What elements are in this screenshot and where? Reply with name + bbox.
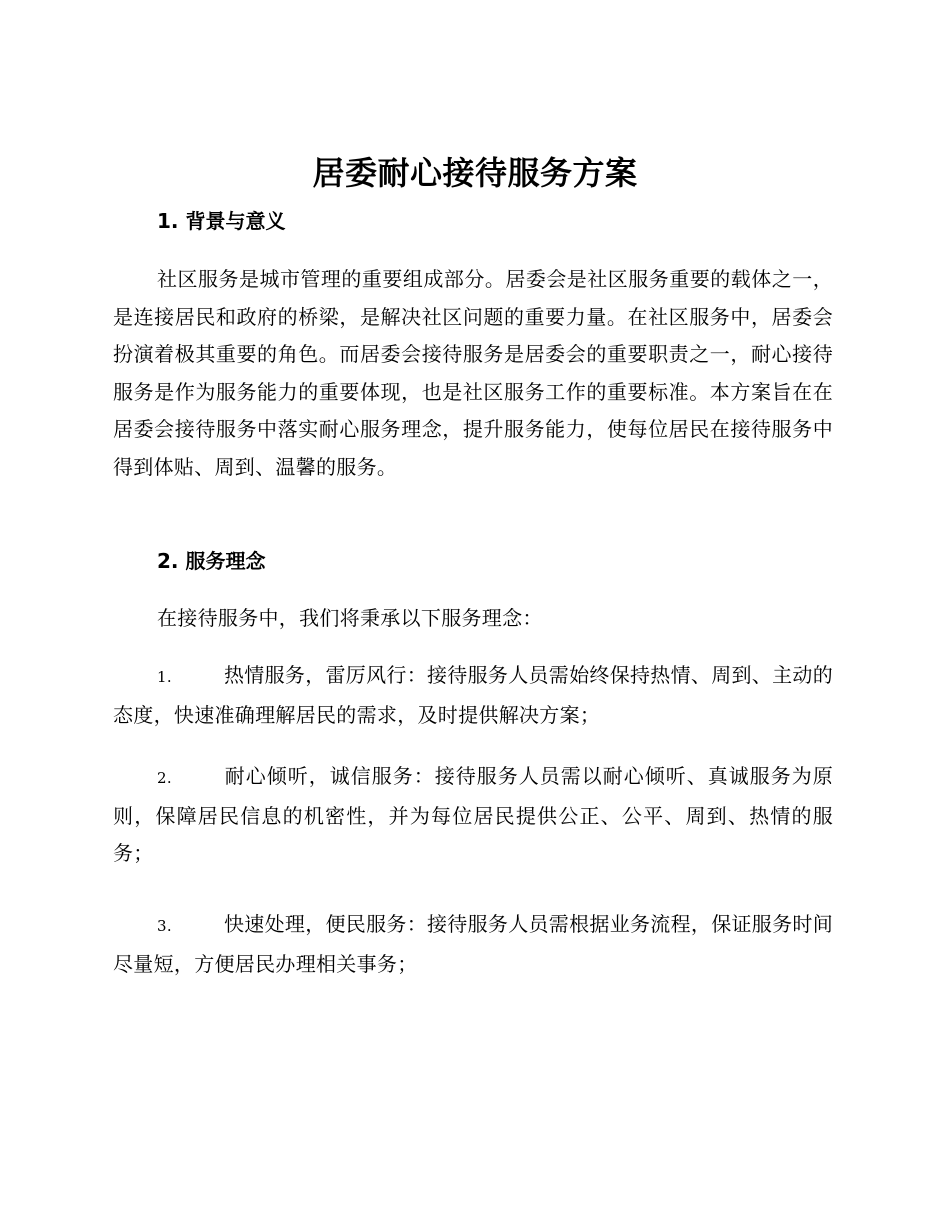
service-concept-intro: 在接待服务中，我们将秉承以下服务理念： — [157, 606, 543, 630]
list-item — [113, 758, 833, 873]
list-item-text: 耐心倾听，诚信服务：接待服务人员需以耐心倾听、真诚服务为原则，保障居民信息的机密性，并为每位居民提供公正、公平、周到、热情的服务； — [113, 764, 833, 865]
section-heading-service-concept: 2. 服务理念 — [157, 549, 266, 573]
background-paragraph: 社区服务是城市管理的重要组成部分。居委会是社区服务重要的载体之一，是连接居民和政府的桥梁，是解决社区问题的重要力量。在社区服务中，居委会扮演着极其重要的角色。而居委会接待服务是居委会的重要职责之一，耐心接待服务是作为服务能力的重要体现，也是社区服务工作的重要标准。本方案旨在在居委会接待服务中落实耐心服务理念，提升服务能力，使每位居民在接待服务中得到体贴、周到、温馨的服务。 — [113, 267, 833, 479]
list-item — [113, 906, 833, 983]
list-item-number: 3. — [157, 917, 172, 935]
document-title: 居委耐心接待服务方案 — [312, 154, 638, 192]
section-heading-background: 1. 背景与意义 — [157, 209, 286, 233]
list-item-number: 2. — [157, 769, 172, 787]
list-item-number: 1. — [157, 668, 172, 686]
list-item-text: 热情服务，雷厉风行：接待服务人员需始终保持热情、周到、主动的态度，快速准确理解居民的需求，及时提供解决方案； — [113, 663, 833, 727]
list-item — [113, 657, 833, 734]
list-item-text: 快速处理，便民服务：接待服务人员需根据业务流程，保证服务时间尽量短，方便居民办理相关事务； — [113, 912, 833, 976]
